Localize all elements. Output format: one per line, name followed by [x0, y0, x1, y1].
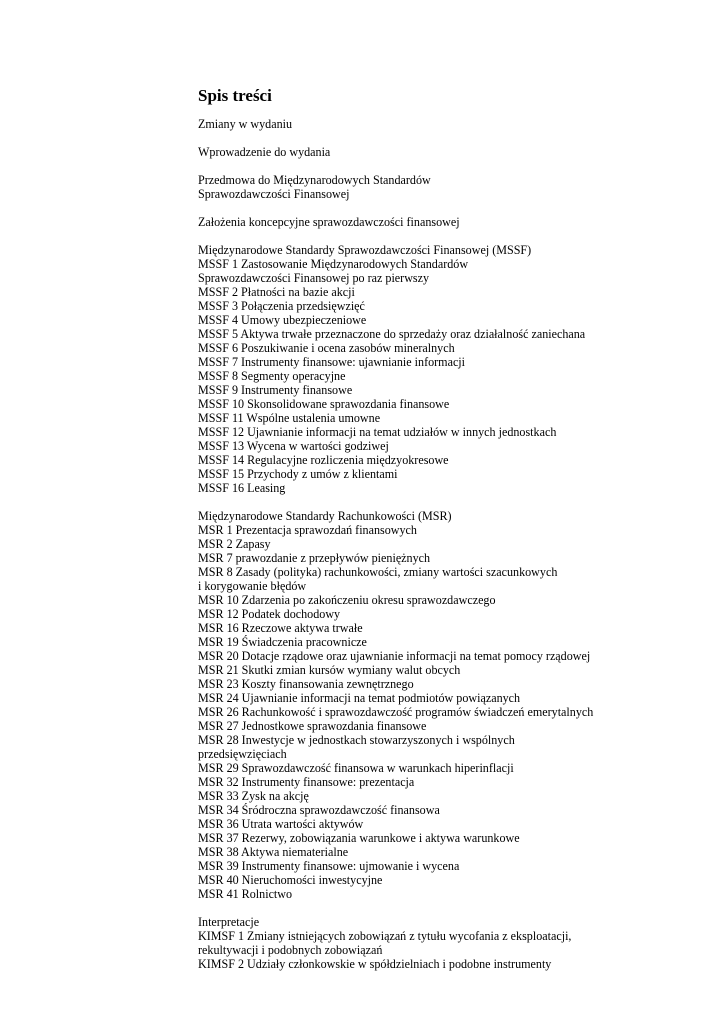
toc-entry: MSSF 1 Zastosowanie Międzynarodowych Standardów — [198, 257, 469, 271]
page-title: Spis treści — [198, 86, 272, 105]
toc-entry: MSSF 7 Instrumenty finansowe: ujawnianie informacji — [198, 355, 466, 369]
table-of-contents-page — [198, 86, 708, 985]
toc-sections — [198, 117, 708, 971]
toc-entry: MSR 10 Zdarzenia po zakończeniu okresu sprawozdawczego — [198, 593, 496, 607]
toc-entry: MSR 1 Prezentacja sprawozdań finansowych — [198, 523, 417, 537]
toc-entry: MSR 20 Dotacje rządowe oraz ujawnianie informacji na temat pomocy rządowej — [198, 649, 591, 663]
toc-entry: MSSF 14 Regulacyjne rozliczenia międzyokresowe — [198, 453, 449, 467]
toc-entry: KIMSF 2 Udziały członkowskie w spółdzielniach i podobne instrumenty — [198, 957, 552, 971]
toc-entry: MSR 41 Rolnictwo — [198, 887, 293, 901]
toc-entry: MSR 33 Zysk na akcję — [198, 789, 309, 803]
toc-entry: Sprawozdawczości Finansowej — [198, 187, 350, 201]
toc-entry: MSSF 5 Aktywa trwałe przeznaczone do sprzedaży oraz działalność zaniechana — [198, 327, 586, 341]
toc-section — [198, 145, 708, 159]
toc-entry: MSR 24 Ujawnianie informacji na temat podmiotów powiązanych — [198, 691, 521, 705]
toc-section — [198, 117, 708, 131]
toc-entry: MSR 21 Skutki zmian kursów wymiany walut obcych — [198, 663, 461, 677]
toc-entry: MSR 37 Rezerwy, zobowiązania warunkowe i aktywa warunkowe — [198, 831, 520, 845]
toc-entry: KIMSF 1 Zmiany istniejących zobowiązań z tytułu wycofania z eksploatacji, — [198, 929, 572, 943]
toc-entry: MSR 12 Podatek dochodowy — [198, 607, 341, 621]
toc-entry: rekultywacji i podobnych zobowiązań — [198, 943, 383, 957]
toc-entry: Założenia koncepcyjne sprawozdawczości finansowej — [198, 215, 460, 229]
toc-section — [198, 243, 708, 495]
toc-entry: MSR 28 Inwestycje w jednostkach stowarzyszonych i wspólnych — [198, 733, 515, 747]
toc-entry: MSSF 15 Przychody z umów z klientami — [198, 467, 398, 481]
toc-entry: MSR 32 Instrumenty finansowe: prezentacja — [198, 775, 415, 789]
toc-entry: MSSF 4 Umowy ubezpieczeniowe — [198, 313, 367, 327]
toc-entry: MSR 7 prawozdanie z przepływów pieniężnych — [198, 551, 431, 565]
toc-entry: Sprawozdawczości Finansowej po raz pierwszy — [198, 271, 430, 285]
toc-entry: MSR 29 Sprawozdawczość finansowa w warunkach hiperinflacji — [198, 761, 514, 775]
toc-entry: przedsięwzięciach — [198, 747, 287, 761]
toc-entry: Międzynarodowe Standardy Rachunkowości (MSR) — [198, 509, 452, 523]
toc-entry: MSSF 10 Skonsolidowane sprawozdania finansowe — [198, 397, 450, 411]
toc-entry: MSSF 6 Poszukiwanie i ocena zasobów mineralnych — [198, 341, 455, 355]
toc-section — [198, 915, 708, 971]
toc-entry: MSR 27 Jednostkowe sprawozdania finansowe — [198, 719, 427, 733]
toc-entry: MSSF 12 Ujawnianie informacji na temat udziałów w innych jednostkach — [198, 425, 557, 439]
toc-entry: Zmiany w wydaniu — [198, 117, 293, 131]
toc-entry: Interpretacje — [198, 915, 260, 929]
toc-entry: MSR 8 Zasady (polityka) rachunkowości, zmiany wartości szacunkowych — [198, 565, 558, 579]
toc-entry: MSR 39 Instrumenty finansowe: ujmowanie i wycena — [198, 859, 460, 873]
toc-entry: MSR 16 Rzeczowe aktywa trwałe — [198, 621, 363, 635]
toc-entry: Wprowadzenie do wydania — [198, 145, 331, 159]
toc-entry: MSSF 11 Wspólne ustalenia umowne — [198, 411, 381, 425]
toc-entry: MSR 26 Rachunkowość i sprawozdawczość programów świadczeń emerytalnych — [198, 705, 594, 719]
toc-entry: MSR 23 Koszty finansowania zewnętrznego — [198, 677, 414, 691]
toc-entry: MSR 40 Nieruchomości inwestycyjne — [198, 873, 383, 887]
toc-entry: Przedmowa do Międzynarodowych Standardów — [198, 173, 431, 187]
toc-section — [198, 215, 708, 229]
toc-entry: MSSF 16 Leasing — [198, 481, 286, 495]
toc-entry: MSSF 13 Wycena w wartości godziwej — [198, 439, 389, 453]
toc-entry: MSSF 2 Płatności na bazie akcji — [198, 285, 355, 299]
toc-entry: MSSF 9 Instrumenty finansowe — [198, 383, 353, 397]
toc-entry: MSR 38 Aktywa niematerialne — [198, 845, 349, 859]
toc-entry: MSR 2 Zapasy — [198, 537, 271, 551]
toc-entry: MSR 19 Świadczenia pracownicze — [198, 635, 367, 649]
toc-entry: MSSF 3 Połączenia przedsięwzięć — [198, 299, 365, 313]
toc-entry: MSSF 8 Segmenty operacyjne — [198, 369, 346, 383]
toc-section — [198, 509, 708, 901]
toc-entry: Międzynarodowe Standardy Sprawozdawczości Finansowej (MSSF) — [198, 243, 532, 257]
toc-section — [198, 173, 708, 201]
toc-entry: MSR 34 Śródroczna sprawozdawczość finansowa — [198, 803, 440, 817]
toc-entry: MSR 36 Utrata wartości aktywów — [198, 817, 364, 831]
toc-entry: i korygowanie błędów — [198, 579, 307, 593]
